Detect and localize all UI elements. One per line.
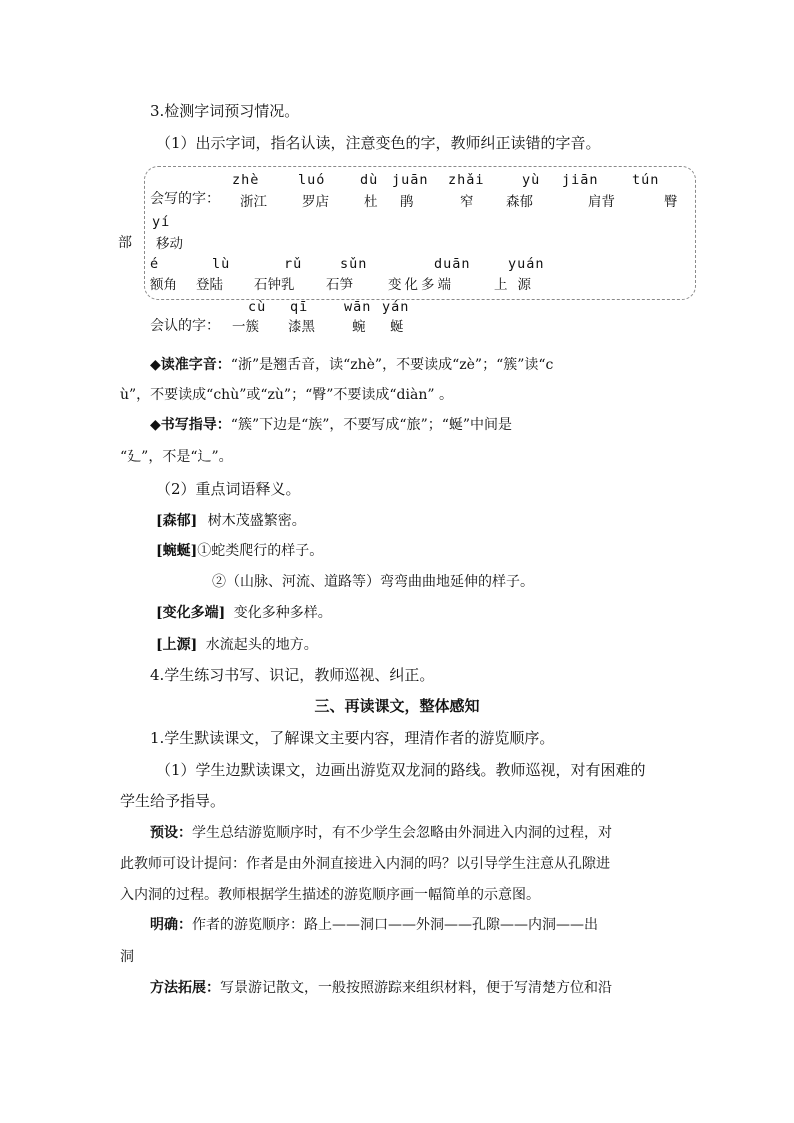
hanzi: 移动	[156, 236, 183, 252]
pinyin: yù	[522, 172, 541, 188]
pinyin: wān	[344, 299, 372, 315]
hanzi: 肩背	[588, 194, 615, 210]
pinyin: rǔ	[284, 256, 303, 272]
glossary-item	[156, 634, 318, 654]
glossary-term: [变化多端]	[156, 605, 226, 621]
paragraph: （1）学生边默读课文，边画出游览双龙洞的路线。教师巡视，对有困难的	[156, 761, 646, 779]
glossary-term: [上源]	[156, 637, 198, 653]
writing-guide-line-1: ◆书写指导：“簇”下边是“族”，不要写成“旅”；“蜒”中间是	[150, 417, 513, 433]
glossary-item	[156, 510, 306, 530]
pronunciation-line-1: ◆读准字音：“浙”是翘舌音，读“zhè”，不要读成“zè”；“簇”读“c	[150, 357, 554, 373]
section-title: 三、再读课文，整体感知	[314, 697, 480, 715]
hanzi: 罗店	[302, 194, 329, 210]
method-label: 方法拓展：	[150, 980, 220, 996]
paragraph: 学生给予指导。	[120, 792, 226, 810]
glossary-term: [蜿蜒]	[156, 543, 198, 559]
hanzi: 杜	[364, 194, 378, 210]
glossary-term: [森郁]	[156, 513, 198, 529]
pinyin: juān	[392, 172, 429, 188]
hanzi: 浙江	[240, 194, 267, 210]
pinyin: lù	[212, 256, 231, 272]
glossary-heading: （2）重点词语释义。	[156, 480, 301, 498]
glossary-def: ①蛇类爬行的样子。	[197, 543, 324, 559]
wrap-char: 部	[118, 235, 132, 251]
glossary-item	[156, 602, 332, 622]
hanzi: 变化多端	[388, 277, 454, 293]
hanzi: 森郁	[506, 194, 533, 210]
hanzi: 石钟乳	[254, 277, 295, 293]
hanzi: 石笋	[326, 277, 353, 293]
clarify-line-2: 洞	[120, 949, 134, 965]
huixie-label: 会写的字：	[150, 191, 220, 207]
section-heading: 3.检测字词预习情况。	[150, 102, 300, 120]
pinyin: jiān	[562, 172, 599, 188]
pinyin: sǔn	[340, 256, 368, 272]
hanzi: 鹃	[400, 194, 414, 210]
pinyin: yí	[152, 214, 171, 230]
preset-line-3: 入内洞的过程。教师根据学生描述的游览顺序画一幅简单的示意图。	[120, 887, 540, 903]
hanzi: 额角	[150, 277, 177, 293]
hanzi: 一簇	[232, 319, 259, 335]
glossary-def-2: ②（山脉、河流、道路等）弯弯曲曲地延伸的样子。	[212, 574, 534, 590]
pinyin: tún	[632, 172, 660, 188]
hanzi: 蜒	[390, 319, 404, 335]
method-line-1: 方法拓展：写景游记散文，一般按照游踪来组织材料，便于写清楚方位和沿	[150, 980, 612, 996]
glossary-def: 树木茂盛繁密。	[207, 513, 306, 529]
pinyin: zhè	[232, 172, 260, 188]
glossary-item	[156, 540, 323, 560]
glossary-def: 变化多种多样。	[233, 605, 332, 621]
preset-line-2: 此教师可设计提问：作者是由外洞直接进入内洞的吗？以引导学生注意从孔隙进	[120, 856, 610, 872]
hanzi: 漆黑	[288, 319, 315, 335]
paragraph: 1.学生默读课文，了解课文主要内容，理清作者的游览顺序。	[150, 729, 555, 747]
pinyin: zhǎi	[448, 172, 485, 188]
pinyin: yuán	[508, 256, 545, 272]
pronunciation-line-2: ù”，不要读成“chù”或“zù”；“臀”不要读成“diàn” 。	[120, 387, 453, 403]
hanzi: 臀	[664, 194, 678, 210]
pinyin: qī	[290, 299, 309, 315]
writing-guide-line-2: “廴”，不是“辶”。	[120, 449, 233, 465]
pinyin: cù	[248, 299, 267, 315]
clarify-label: 明确：	[150, 917, 192, 933]
instruction-paragraph: （1）出示字词，指名认读，注意变色的字，教师纠正读错的字音。	[156, 134, 601, 152]
step-4: 4.学生练习书写、识记，教师巡视、纠正。	[150, 666, 435, 684]
preset-line-1: 预设：学生总结游览顺序时，有不少学生会忽略由外洞进入内洞的过程，对	[150, 825, 612, 841]
pinyin: dù	[360, 172, 379, 188]
hanzi: 登陆	[196, 277, 223, 293]
pronunciation-label: ◆读准字音：	[150, 357, 231, 373]
hanzi: 窄	[460, 194, 474, 210]
clarify-line-1: 明确：作者的游览顺序：路上——洞口——外洞——孔隙——内洞——出	[150, 917, 598, 933]
hanzi: 上源	[494, 277, 541, 293]
pinyin: é	[150, 256, 160, 272]
hanzi: 蜿	[352, 319, 366, 335]
writing-guide-label: ◆书写指导：	[150, 417, 231, 433]
huiren-label: 会认的字：	[150, 318, 220, 334]
glossary-def: 水流起头的地方。	[205, 637, 318, 653]
pinyin: duān	[434, 256, 471, 272]
preset-label: 预设：	[150, 825, 192, 841]
pinyin: yán	[382, 299, 410, 315]
pinyin: luó	[298, 172, 326, 188]
